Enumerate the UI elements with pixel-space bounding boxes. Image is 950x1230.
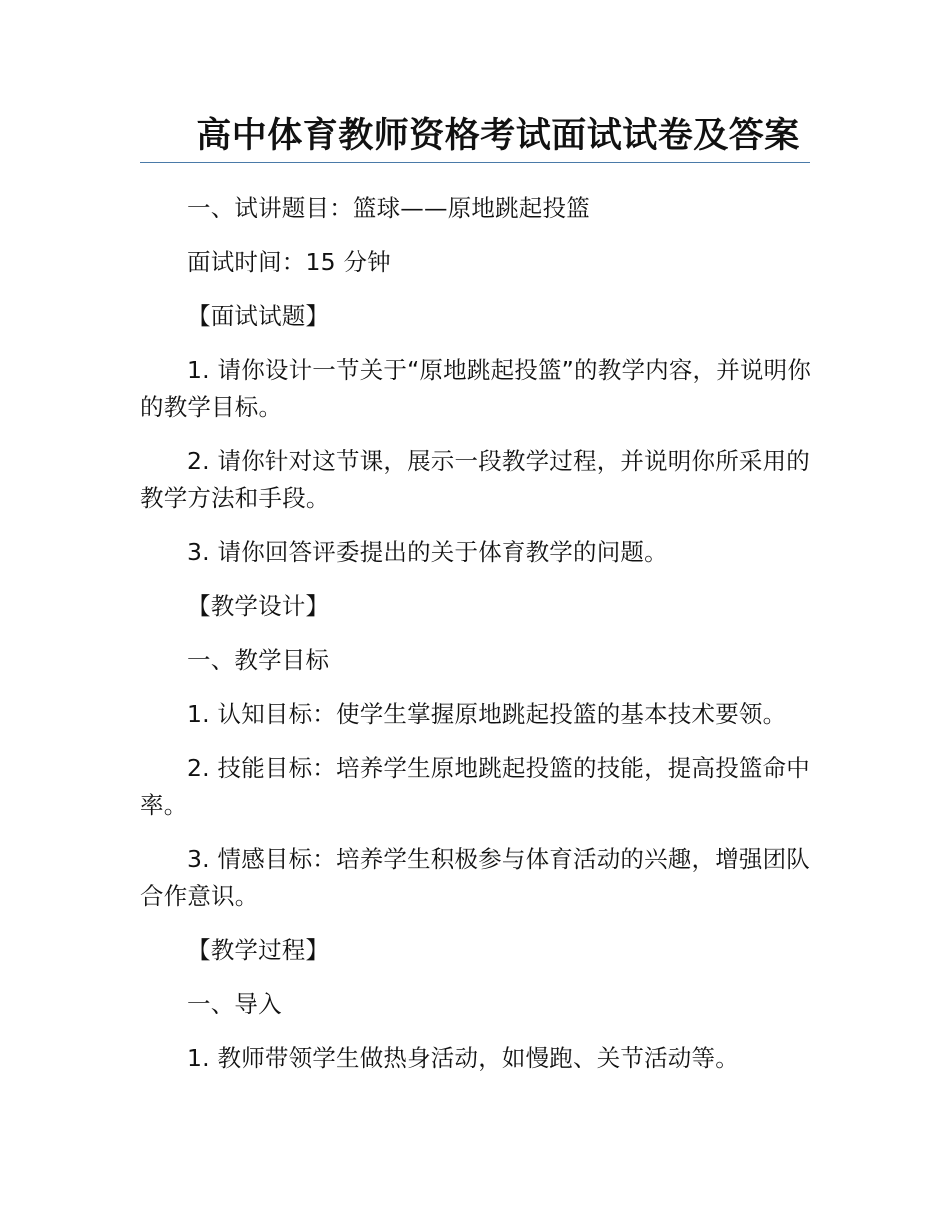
- title-underline: [140, 162, 810, 163]
- question-item: 3. 请你回答评委提出的关于体育教学的问题。: [187, 538, 668, 566]
- section-heading-questions: 【面试试题】: [187, 302, 330, 330]
- subheading-objectives: 一、教学目标: [187, 646, 330, 674]
- paragraph-topic: 一、试讲题目：篮球——原地跳起投篮: [187, 194, 590, 222]
- process-item: 1. 教师带领学生做热身活动，如慢跑、关节活动等。: [187, 1044, 739, 1072]
- section-heading-design: 【教学设计】: [187, 592, 330, 620]
- objective-item: 2. 技能目标：培养学生原地跳起投篮的技能，提高投篮命中率。: [140, 754, 810, 819]
- document-title: 高中体育教师资格考试面试试卷及答案: [196, 116, 800, 156]
- question-item: 1. 请你设计一节关于“原地跳起投篮”的教学内容，并说明你的教学目标。: [140, 356, 812, 421]
- objective-item: 1. 认知目标：使学生掌握原地跳起投篮的基本技术要领。: [187, 700, 787, 728]
- question-item: 2. 请你针对这节课，展示一段教学过程，并说明你所采用的教学方法和手段。: [140, 447, 810, 512]
- objective-item: 3. 情感目标：培养学生积极参与体育活动的兴趣，增强团队合作意识。: [140, 845, 810, 910]
- section-heading-process: 【教学过程】: [187, 936, 330, 964]
- paragraph-duration: 面试时间：15 分钟: [187, 248, 391, 276]
- subheading-introduction: 一、导入: [187, 990, 282, 1018]
- document-body: [140, 190, 812, 1094]
